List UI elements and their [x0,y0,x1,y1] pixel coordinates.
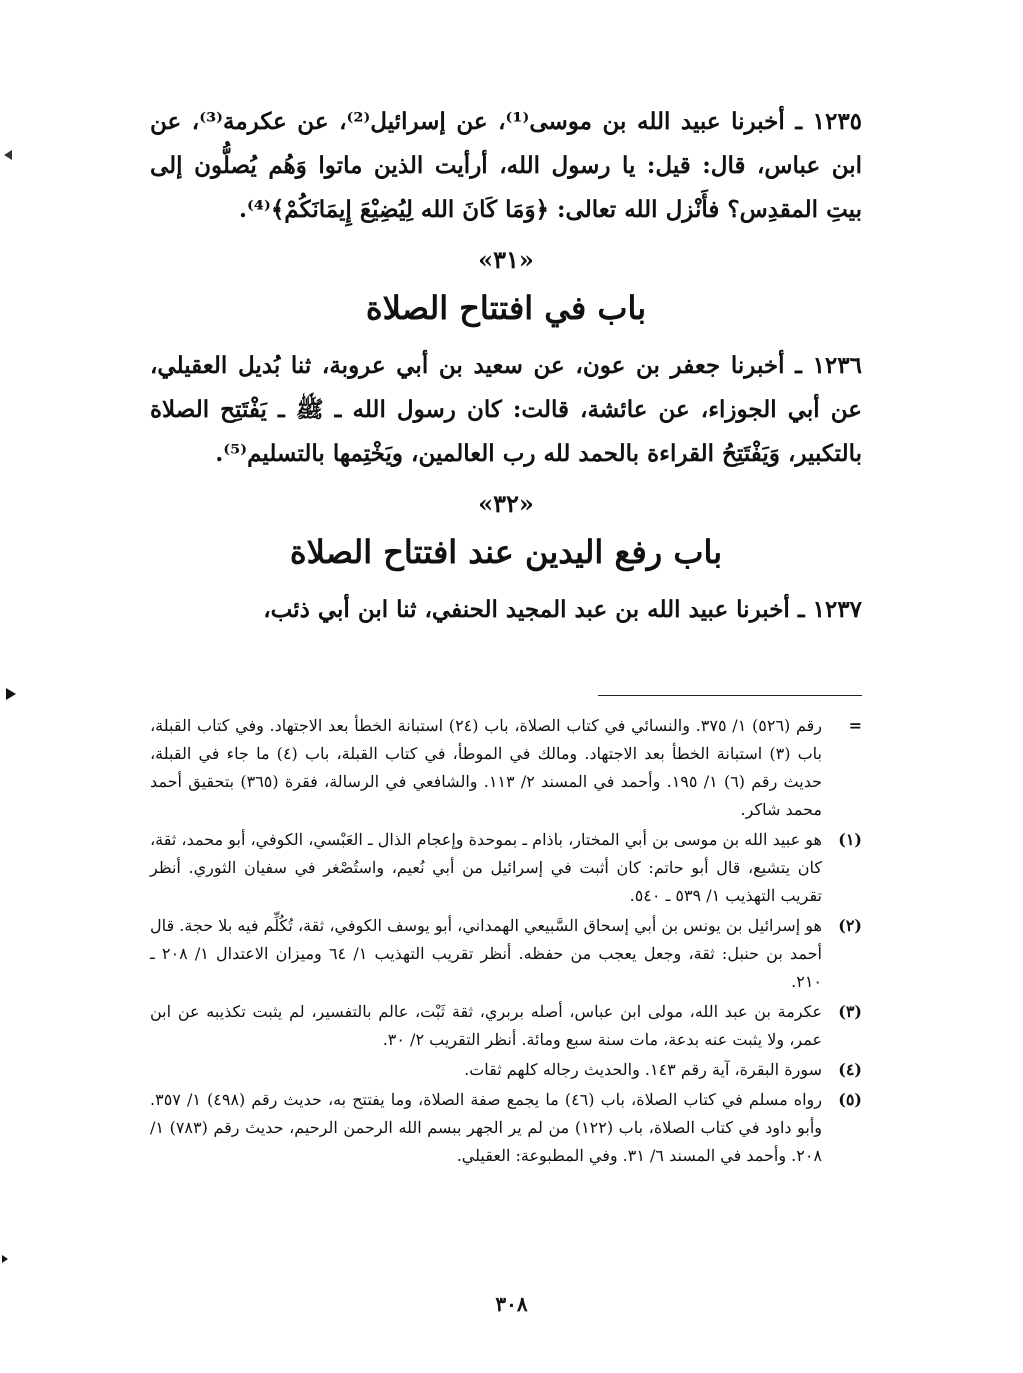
footnote-continued [150,712,862,824]
footnote-marker: (١) [838,830,862,849]
footnote-5 [150,1086,862,1170]
margin-mark-middle [6,688,16,700]
footnote-marker: = [848,716,862,735]
footnote-2 [150,912,862,996]
footnote-3 [150,998,862,1054]
hadith-1235: ١٢٣٥ ـ أخبرنا عبيد الله بن موسى⁽¹⁾، عن إسرائيل⁽²⁾، عن عكرمة⁽³⁾، عن ابن عباس، قال: قيل: يا رسول الله، أرأيت الذين ماتوا وَهُم يُصلُّون إلى بيتِ المقدِس؟ فأَنْزل الله تعالى: ﴿وَمَا كَانَ الله لِيُضِيْعَ إِيمَانَكُمْ﴾⁽⁴⁾. [150,108,863,223]
margin-mark-bottom [2,1255,8,1263]
footnote-text: هو عبيد الله بن موسى بن أبي المختار، باذام ـ بموحدة وإعجام الذال ـ العَبْسي، الكوفي، أبو محمد، ثقة، كان يتشيع، قال أبو حاتم: كان أثبت في إسرائيل من أبي نُعيم، واستُصْغر في سفيان الثوري. أنظر تقريب التهذيب ١/ ٥٣٩ ـ ٥٤٠. [150,830,822,905]
section-title-31: باب في افتتاح الصلاة [365,289,647,327]
footnote-divider [598,695,862,696]
page-body [150,100,862,632]
footnote-1 [150,826,862,910]
footnote-text: سورة البقرة، آية رقم ١٤٣. والحديث رجاله كلهم ثقات. [464,1060,822,1079]
hadith-1236: ١٢٣٦ ـ أخبرنا جعفر بن عون، عن سعيد بن أبي عروبة، ثنا بُديل العقيلي، عن أبي الجوزاء، عن عائشة، قالت: كان رسول الله ـ ﷺ ـ يَفْتَتِح الصلاة بالتكبير، وَيَفْتَتِحُ القراءة بالحمد لله رب العالمين، ويَخْتِمها بالتسليم⁽⁵⁾. [150,352,862,467]
footnote-text: عكرمة بن عبد الله، مولى ابن عباس، أصله بربري، ثقة ثَبْت، عالم بالتفسير، لم يثبت تكذيبه عن ابن عمر، ولا يثبت عنه بدعة، مات سنة سبع ومائة. أنظر التقريب ٢/ ٣٠. [150,1002,822,1049]
footnotes [150,712,862,1172]
footnote-marker: (٥) [838,1090,862,1109]
section-number-32: «٣٢» [478,489,534,518]
page-number: ٣٠٨ [495,1292,528,1316]
footnote-marker: (٢) [838,916,862,935]
section-number-31: «٣١» [478,245,534,274]
hadith-1237: ١٢٣٧ ـ أخبرنا عبيد الله بن عبد المجيد الحنفي، ثنا ابن أبي ذئب، [263,596,862,623]
margin-mark-top [4,150,12,160]
footnote-text: هو إسرائيل بن يونس بن أبي إسحاق السَّبيعي الهمداني، أبو يوسف الكوفي، ثقة، تُكُلِّم فيه بلا حجة. قال أحمد بن حنبل: ثقة، وجعل يعجب من حفظه. أنظر تقريب التهذيب ١/ ٦٤ وميزان الاعتدال ١/ ٢٠٨ ـ ٢١٠. [150,916,822,991]
footnote-4 [150,1056,862,1084]
footnote-marker: (٤) [838,1060,862,1079]
footnote-marker: (٣) [838,1002,862,1021]
footnote-text: رقم (٥٢٦) ١/ ٣٧٥. والنسائي في كتاب الصلاة، باب (٢٤) استبانة الخطأ بعد الاجتهاد. وفي كتاب القبلة، باب (٣) استبانة الخطأ بعد الاجتهاد. ومالك في الموطأ، في كتاب القبلة، باب (٤) ما جاء في القبلة، حديث رقم (٦) ١/ ١٩٥. وأحمد في المسند ٢/ ١١٣. والشافعي في الرسالة، فقرة (٣٦٥) بتحقيق أحمد محمد شاكر. [150,716,823,819]
footnote-text: رواه مسلم في كتاب الصلاة، باب (٤٦) ما يجمع صفة الصلاة، وما يفتتح به، حديث رقم (٤٩٨) ١/ ٣٥٧. وأبو داود في كتاب الصلاة، باب (١٢٢) من لم ير الجهر ببسم الله الرحمن الرحيم، حديث رقم (٧٨٣) ١/ ٢٠٨. وأحمد في المسند ٦/ ٣١. وفي المطبوعة: العقيلي. [150,1090,823,1165]
section-title-32: باب رفع اليدين عند افتتاح الصلاة [289,533,723,571]
